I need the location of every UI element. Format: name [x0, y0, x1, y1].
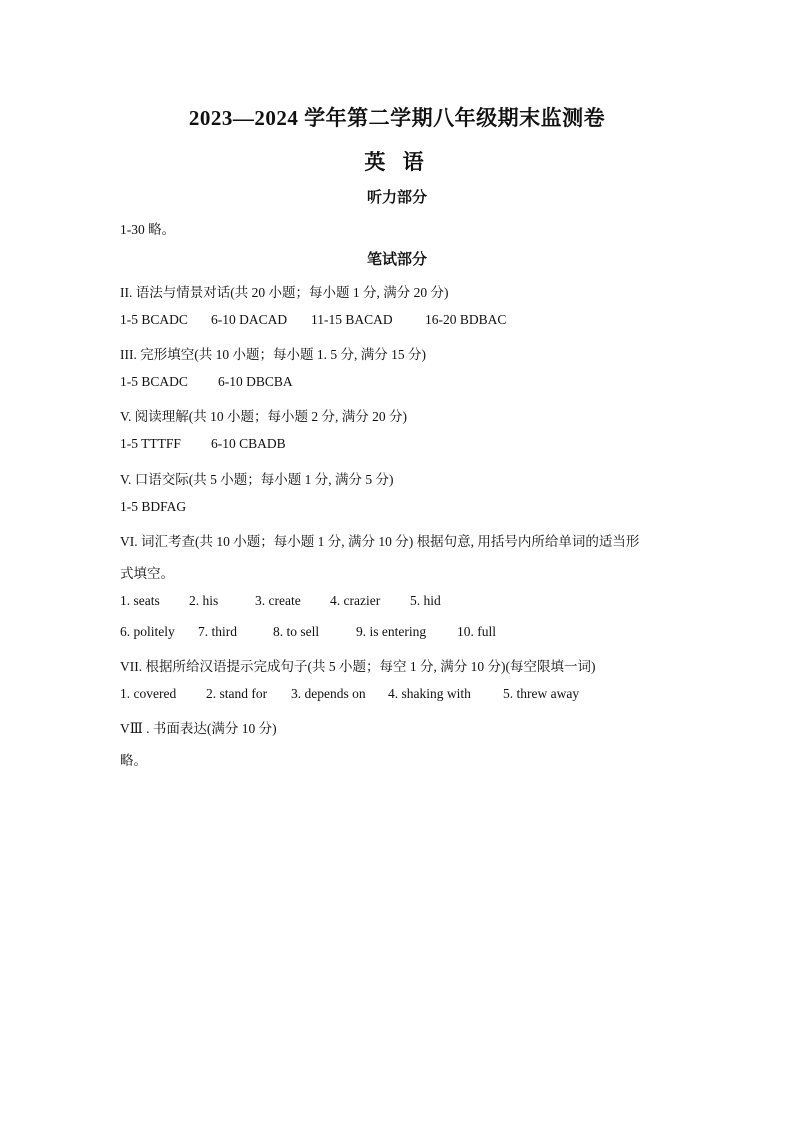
answer-group: 1-5 BCADC: [120, 374, 188, 389]
answer-item: 9. is entering: [356, 624, 427, 639]
answer-group: 1-5 BDFAG: [120, 499, 187, 514]
answer-item: 5. hid: [410, 593, 441, 608]
answer-item: 4. crazier: [330, 593, 381, 608]
section-3-header: III. 完形填空(共 10 小题；每小题 1. 5 分, 满分 15 分): [120, 347, 426, 362]
listening-heading: 听力部分: [366, 190, 427, 206]
answer-item: 10. full: [457, 624, 496, 639]
listening-note: 1-30 略。: [120, 222, 176, 237]
answer-item: 7. third: [198, 624, 237, 639]
answer-group: 6-10 CBADB: [211, 436, 286, 451]
subject-title: 英 语: [364, 150, 430, 174]
section-8-note: 略。: [120, 753, 147, 768]
answer-group: 1-5 BCADC: [120, 312, 188, 327]
answer-item: 5. threw away: [503, 686, 580, 701]
answer-group: 6-10 DBCBA: [218, 374, 293, 389]
section-5-header: V. 口语交际(共 5 小题；每小题 1 分, 满分 5 分): [120, 472, 394, 487]
section-8-header: VⅢ . 书面表达(满分 10 分): [120, 721, 277, 736]
answer-item: 1. covered: [120, 686, 177, 701]
page-title: 2023—2024 学年第二学期八年级期末监测卷: [188, 106, 606, 130]
answer-item: 8. to sell: [273, 624, 320, 639]
answer-group: 11-15 BACAD: [311, 312, 393, 327]
answer-item: 3. depends on: [291, 686, 366, 701]
answer-group: 6-10 DACAD: [211, 312, 288, 327]
section-7-header: VII. 根据所给汉语提示完成句子(共 5 小题；每空 1 分, 满分 10 分)(每空限填一词): [120, 659, 596, 674]
section-2-header: II. 语法与情景对话(共 20 小题；每小题 1 分, 满分 20 分): [120, 285, 449, 300]
section-6-header-line1: VI. 词汇考查(共 10 小题；每小题 1 分, 满分 10 分) 根据句意, 用括号内所给单词的适当形: [120, 534, 640, 549]
answer-item: 3. create: [255, 593, 301, 608]
answer-group: 1-5 TTTFF: [120, 436, 181, 451]
answer-item: 2. stand for: [206, 686, 268, 701]
section-4-header: V. 阅读理解(共 10 小题；每小题 2 分, 满分 20 分): [120, 409, 407, 424]
answer-item: 1. seats: [120, 593, 160, 608]
answer-group: 16-20 BDBAC: [425, 312, 507, 327]
section-6-header-line2: 式填空。: [120, 566, 174, 581]
answer-item: 6. politely: [120, 624, 175, 639]
written-heading: 笔试部分: [366, 252, 427, 268]
answer-item: 4. shaking with: [388, 686, 471, 701]
answer-item: 2. his: [189, 593, 219, 608]
